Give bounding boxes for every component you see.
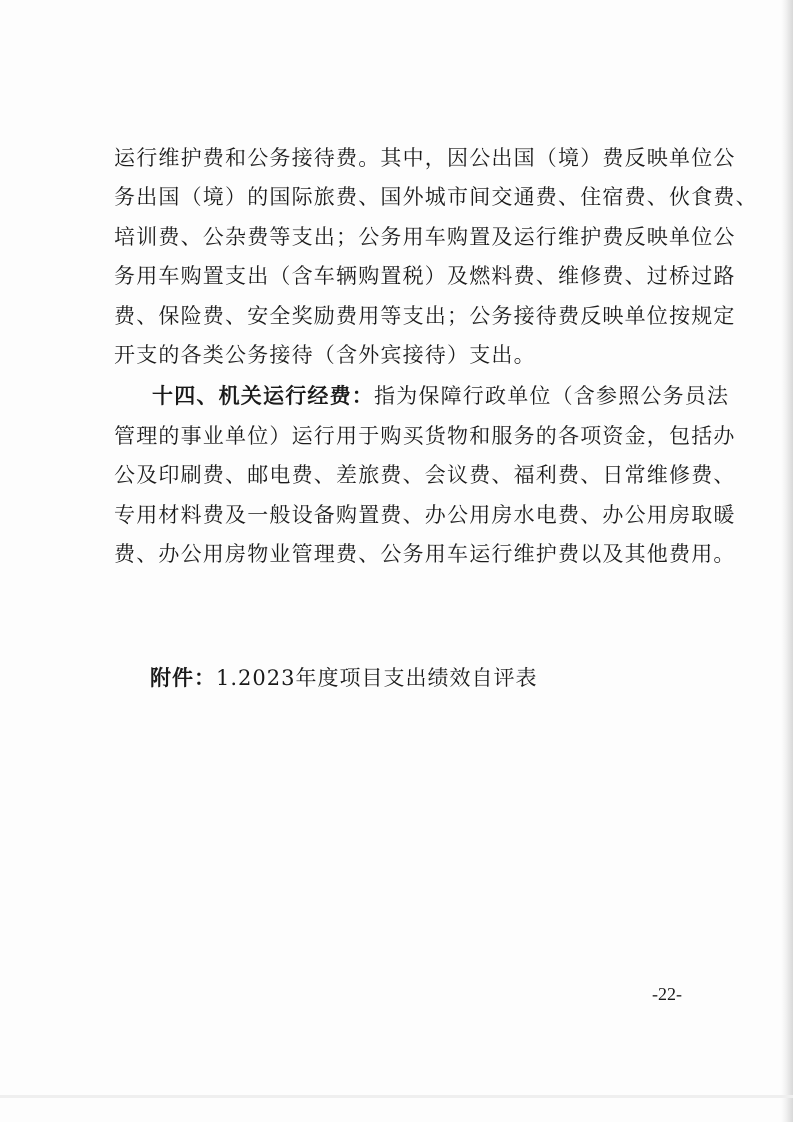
paragraph-line-1: 运行维护费和公务接待费。其中，因公出国（境）费反映单位公 bbox=[114, 146, 736, 170]
section-14-line-3: 公及印刷费、邮电费、差旅费、会议费、福利费、日常维修费、 bbox=[114, 463, 736, 487]
attachment-label: 附件： bbox=[150, 665, 216, 690]
section-14-line-2: 管理的事业单位）运行用于购买货物和服务的各项资金，包括办 bbox=[114, 424, 736, 448]
paragraph-line-2: 务出国（境）的国际旅费、国外城市间交通费、住宿费、伙食费、 bbox=[114, 185, 758, 209]
attachment-line bbox=[150, 664, 537, 692]
section-14-line-4: 专用材料费及一般设备购置费、办公用房水电费、办公用房取暖 bbox=[114, 503, 736, 527]
paragraph-line-3: 培训费、公杂费等支出；公务用车购置及运行维护费反映单位公 bbox=[114, 225, 736, 249]
attachment-text: 1.2023年度项目支出绩效自评表 bbox=[216, 666, 538, 690]
page-number: -22- bbox=[652, 984, 682, 1004]
paragraph-line-4: 务用车购置支出（含车辆购置税）及燃料费、维修费、过桥过路 bbox=[114, 264, 736, 288]
section-14-heading: 十四、机关运行经费： bbox=[152, 383, 374, 408]
page-edge-shadow bbox=[781, 0, 793, 1122]
section-14-first-line-text: 指为保障行政单位（含参照公务员法 bbox=[374, 384, 730, 408]
section-14-line-5: 费、办公用房物业管理费、公务用车运行维护费以及其他费用。 bbox=[114, 542, 736, 566]
page-bottom-shadow bbox=[0, 1095, 793, 1098]
paragraph-line-6: 开支的各类公务接待（含外宾接待）支出。 bbox=[114, 343, 536, 367]
section-14-first-line bbox=[152, 382, 730, 410]
paragraph-line-5: 费、保险费、安全奖励费用等支出；公务接待费反映单位按规定 bbox=[114, 304, 736, 328]
